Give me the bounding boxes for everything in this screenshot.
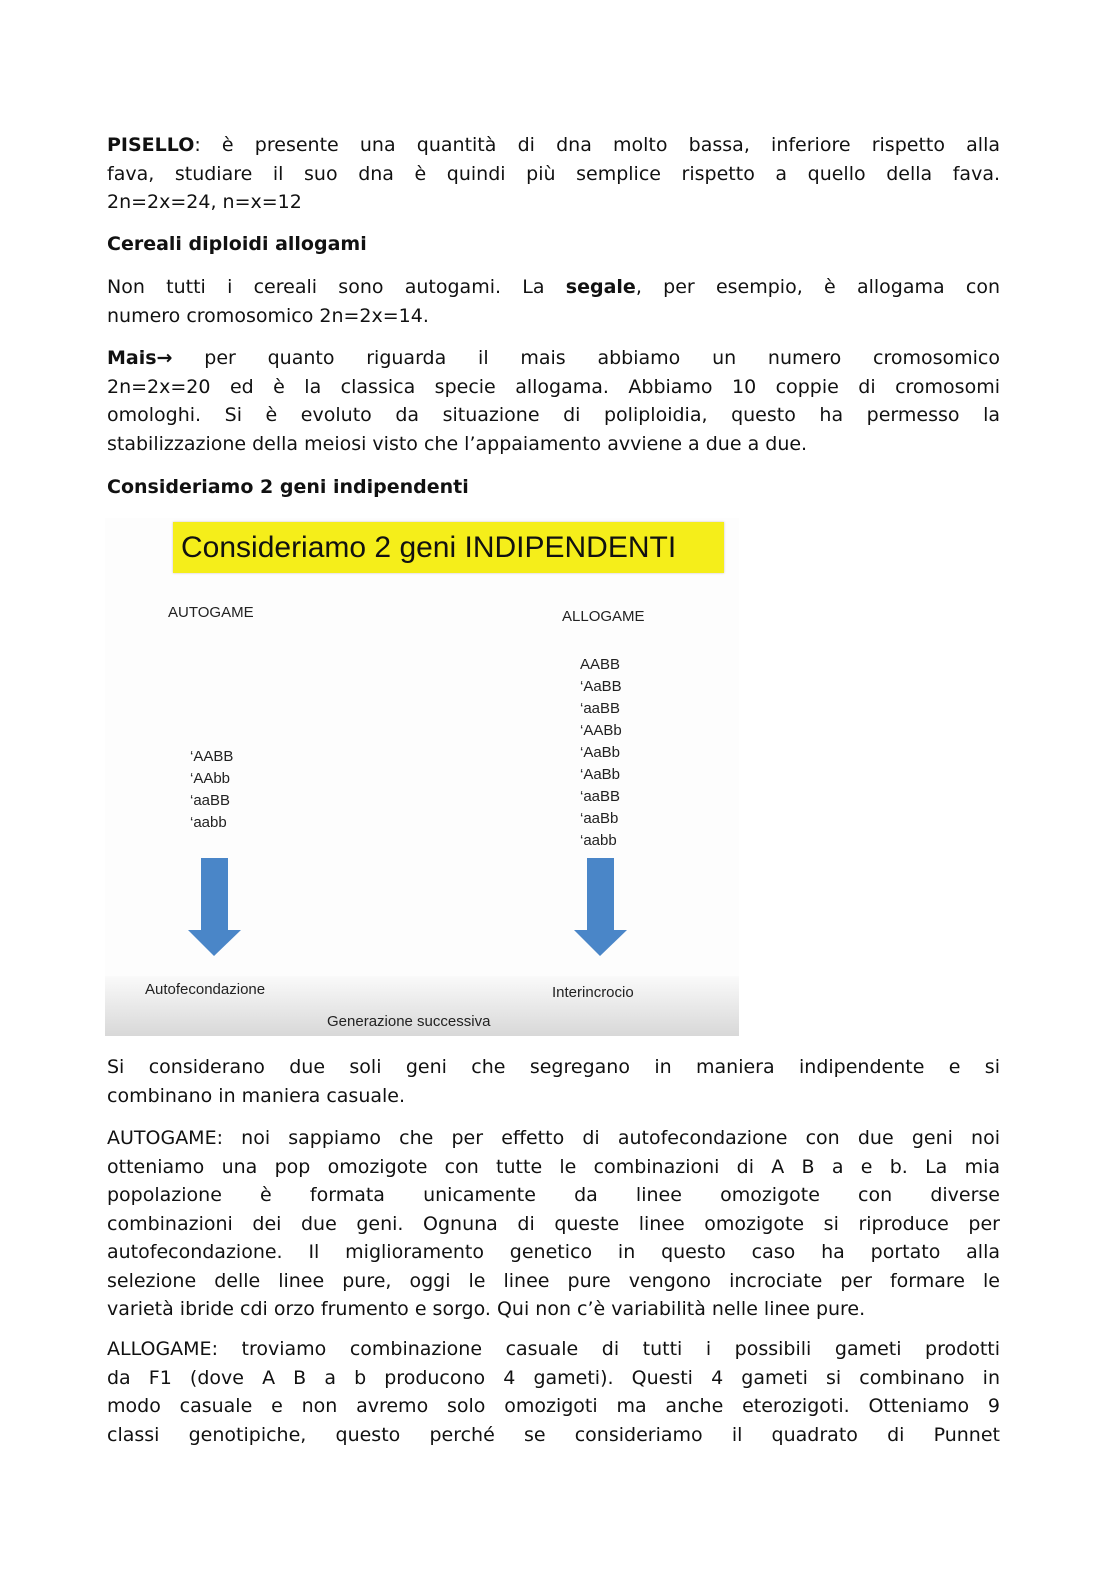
text-line: popolazione è formata unicamente da linee omozigote con diverse <box>107 1184 1000 1206</box>
genotype: ‘aaBb <box>580 810 619 827</box>
interincrocio-caption: Interincrocio <box>552 984 634 1001</box>
text-line: modo casuale e non avremo solo omozigoti ma anche eterozigoti. Otteniamo 9 <box>107 1395 1000 1417</box>
genotype: ‘AABB <box>190 748 234 765</box>
text-line: numero cromosomico 2n=2x=14. <box>107 304 429 327</box>
bold-term: PISELLO <box>107 134 195 156</box>
text-line: da F1 (dove A B a b producono 4 gameti). Questi 4 gameti si combinano in <box>107 1366 1000 1389</box>
genotype: ‘aaBB <box>580 788 621 805</box>
allogame-label: ALLOGAME <box>562 608 645 625</box>
text-line: combinazioni dei due geni. Ognuna di queste linee omozigote si riproduce per <box>107 1212 1000 1235</box>
text: Non tutti i cereali sono autogami. La <box>107 276 566 298</box>
genotype: ‘aabb <box>580 832 617 849</box>
text-line: Si considerano due soli geni che segregano in maniera indipendente e si <box>107 1056 1000 1078</box>
genotype: AABB <box>580 656 621 673</box>
paragraph-segale <box>107 273 1000 330</box>
text-line: 2n=2x=24, n=x=12 <box>107 191 302 213</box>
heading-geni: Consideriamo 2 geni indipendenti <box>107 476 469 498</box>
slide-figure <box>105 518 739 1036</box>
bold-term: segale <box>565 276 636 298</box>
allogame-list <box>580 654 622 852</box>
text: , per esempio, è allogama con <box>635 276 1001 298</box>
text-line: ALLOGAME: troviamo combinazione casuale di tutti i possibili gameti prodotti <box>107 1338 1000 1360</box>
text-line: classi genotipiche, questo perché se consideriamo il quadrato di Punnet <box>107 1423 1000 1446</box>
paragraph-pisello <box>107 131 1000 217</box>
genotype: ‘AaBb <box>580 744 621 761</box>
paragraph-allogame <box>107 1335 1000 1449</box>
text-line: combinano in maniera casuale. <box>107 1084 406 1107</box>
genotype: ‘AaBB <box>580 678 622 695</box>
paragraph-mais <box>107 344 1000 458</box>
genotype: ‘AABb <box>580 722 622 739</box>
text-line: fava, studiare il suo dna è quindi più semplice rispetto a quello della fava. <box>107 162 1000 185</box>
genotype: ‘aabb <box>190 814 227 831</box>
slide-title: Consideriamo 2 geni INDIPENDENTI <box>173 522 724 573</box>
autogame-label: AUTOGAME <box>168 604 254 621</box>
text-line: otteniamo una pop omozigote con tutte le combinazioni di A B a e b. La mia <box>107 1155 1000 1178</box>
text-line: 2n=2x=20 ed è la classica specie allogama. Abbiamo 10 coppie di cromosomi <box>107 375 1000 398</box>
bold-term: Mais→ <box>107 347 173 369</box>
text-line: AUTOGAME: noi sappiamo che per effetto di autofecondazione con due geni noi <box>107 1127 1000 1149</box>
genotype: ‘aaBB <box>580 700 621 717</box>
autofecondazione-caption: Autofecondazione <box>145 981 266 998</box>
text: per quanto riguarda il mais abbiamo un numero cromosomico <box>172 347 1000 369</box>
genotype: ‘aaBB <box>190 792 231 809</box>
paragraph-autogame <box>107 1124 1000 1324</box>
heading-cereali: Cereali diploidi allogami <box>107 233 367 255</box>
text: : è presente una quantità di dna molto bassa, inferiore rispetto alla <box>194 134 1000 156</box>
paragraph-segregazione <box>107 1053 1000 1110</box>
genotype: ‘AaBb <box>580 766 621 783</box>
down-arrow-icon <box>188 858 242 957</box>
autogame-list <box>190 746 233 834</box>
text-line: omologhi. Si è evoluto da situazione di poliploidia, questo ha permesso la <box>107 404 1000 426</box>
text-line: stabilizzazione della meiosi visto che l’appaiamento avviene a due a due. <box>107 432 808 455</box>
down-arrow-icon <box>574 858 628 957</box>
text-line: autofecondazione. Il miglioramento genetico in questo caso ha portato alla <box>107 1241 1000 1263</box>
text-line: varietà ibride cdi orzo frumento e sorgo. Qui non c’è variabilità nelle linee pure. <box>107 1298 866 1320</box>
generazione-caption: Generazione successiva <box>327 1013 491 1030</box>
text-line: selezione delle linee pure, oggi le linee pure vengono incrociate per formare le <box>107 1269 1000 1292</box>
genotype: ‘AAbb <box>190 770 231 787</box>
